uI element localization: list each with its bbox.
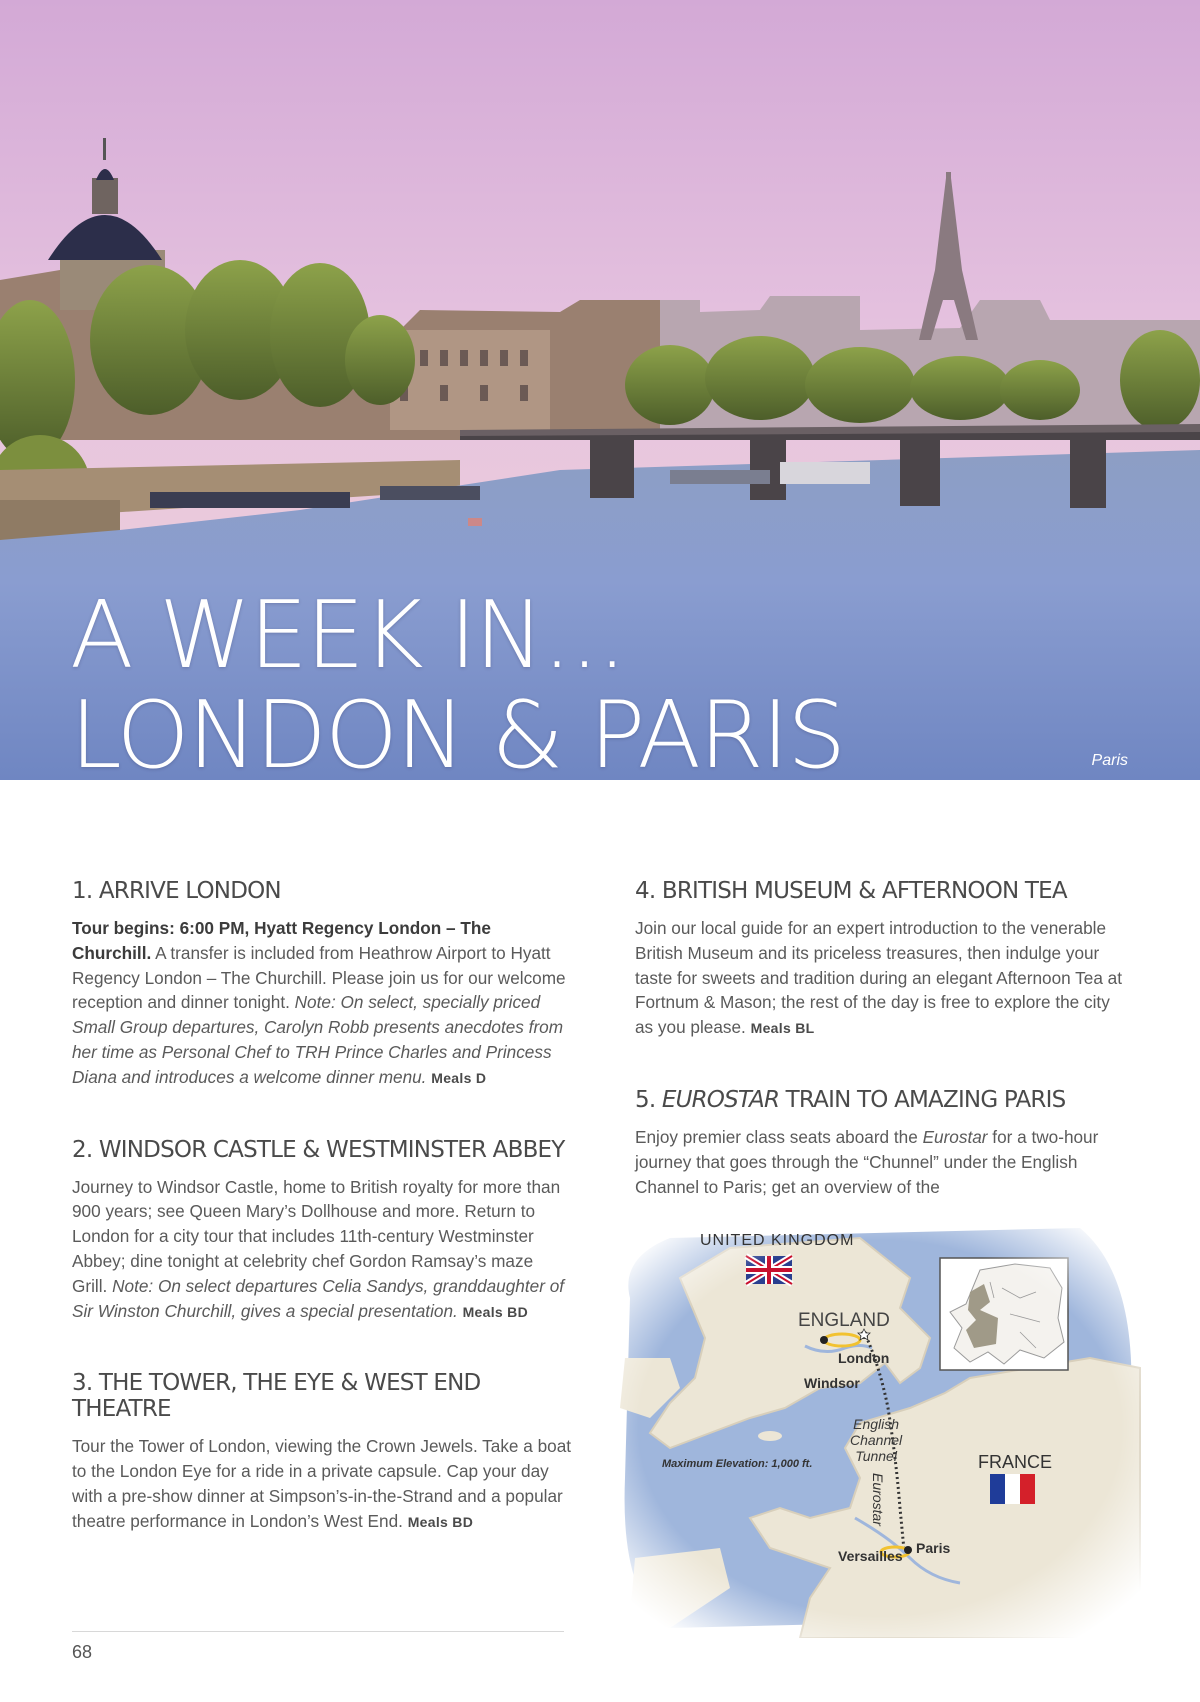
- hero-photo: [0, 0, 1200, 780]
- hero-title: [70, 581, 845, 780]
- day-5-text-b: for a two-hour journey that goes through the “Chunnel” under the English Channel to Paris; get an overview of the: [635, 1126, 1099, 1197]
- day-1-start-info: Tour begins: 6:00 PM, Hyatt Regency London – The Churchill.: [72, 918, 491, 963]
- left-column: [72, 878, 572, 1581]
- map-label-channel-tunnel-3: Tunnel: [855, 1448, 897, 1464]
- map-label-eurostar: Eurostar: [870, 1473, 886, 1526]
- map-label-paris: Paris: [916, 1540, 951, 1556]
- photo-caption: Paris: [1091, 752, 1128, 769]
- day-5-title-prefix: 5.: [635, 1086, 662, 1113]
- day-4-title: 4. BRITISH MUSEUM & AFTERNOON TEA: [635, 878, 1067, 904]
- map-label-england: ENGLAND: [798, 1310, 890, 1331]
- day-5-body: [635, 1125, 1130, 1199]
- day-1-meals: Meals D: [431, 1069, 487, 1086]
- map-label-channel-tunnel-1: English: [853, 1416, 900, 1432]
- map-label-channel-tunnel-2: Channel: [850, 1432, 903, 1448]
- day-1-title: 1. ARRIVE LONDON: [72, 878, 281, 904]
- day-3-text: Tour the Tower of London, viewing the Crown Jewels. Take a boat to the London Eye for a ride in a private capsule. Cap your day with a pre-show dinner at Simpson’s-in-the-Strand and a popular theatre performance in London’s West End.: [72, 1436, 572, 1531]
- day-1-note: Note: On select, specially priced Small Group departures, Carolyn Robb presents anecdotes from her time as Personal Chef to TRH Prince Charles and Princess Diana and introduces a welcome dinner menu.: [72, 992, 564, 1087]
- route-map: [610, 1218, 1150, 1638]
- hero-title-line1: A WEEK IN...: [70, 581, 625, 689]
- day-5-text-italic: Eurostar: [922, 1126, 988, 1147]
- map-label-uk: UNITED KINGDOM: [700, 1232, 855, 1249]
- day-2-body: [72, 1175, 572, 1325]
- day-3-meals: Meals BD: [407, 1513, 474, 1530]
- footer-rule: [72, 1631, 564, 1632]
- day-3-section: [72, 1370, 572, 1534]
- map-label-windsor: Windsor: [804, 1375, 860, 1391]
- day-1-body: [72, 916, 572, 1091]
- day-2-note: Note: On select departures Celia Sandys, granddaughter of Sir Winston Churchill, gives a special presentation.: [72, 1275, 565, 1321]
- day-2-section: [72, 1137, 572, 1325]
- day-5-title-suffix: TRAIN TO AMAZING PARIS: [779, 1086, 1066, 1113]
- day-5-section: [635, 1087, 1130, 1199]
- day-4-text: Join our local guide for an expert introduction to the venerable British Museum and its priceless treasures, then indulge your taste for sweets and tradition during an elegant Afternoon Tea at Fortnum & Mason; the rest of the day is free to explore the city as you please.: [635, 918, 1122, 1038]
- day-2-title: 2. WINDSOR CASTLE & WESTMINSTER ABBEY: [72, 1136, 565, 1163]
- day-2-meals: Meals BD: [462, 1303, 528, 1320]
- hero-title-line2: LONDON & PARIS: [70, 681, 845, 780]
- day-5-text-a: Enjoy premier class seats aboard the: [635, 1126, 923, 1147]
- right-column: [635, 878, 1130, 1245]
- day-1-section: [72, 878, 572, 1091]
- day-4-section: [635, 878, 1130, 1041]
- day-5-title: [635, 1087, 1130, 1113]
- day-4-meals: Meals BL: [750, 1020, 815, 1037]
- day-3-title: 3. THE TOWER, THE EYE & WEST END THEATRE: [72, 1370, 481, 1423]
- day-1-text: A transfer is included from Heathrow Airport to Hyatt Regency London – The Churchill. Please join us for our welcome reception and dinner tonight.: [72, 942, 566, 1013]
- day-4-body: [635, 916, 1130, 1041]
- map-label-channel-tunnel: [850, 1416, 902, 1464]
- day-5-title-italic: EUROSTAR: [661, 1086, 780, 1113]
- day-2-text: Journey to Windsor Castle, home to British royalty for more than 900 years; see Queen Mary’s Dollhouse and more. Return to London for a city tour that includes 11th-century Westminster Abbey; dine tonight at celebrity chef Gordon Ramsay’s maze Grill.: [72, 1176, 561, 1296]
- map-label-london: London: [838, 1350, 890, 1366]
- page-number: 68: [72, 1642, 93, 1662]
- day-3-body: [72, 1434, 572, 1534]
- map-label-france: FRANCE: [978, 1452, 1053, 1472]
- map-label-versailles: Versailles: [838, 1548, 903, 1564]
- map-elevation-note: Maximum Elevation: 1,000 ft.: [662, 1458, 813, 1470]
